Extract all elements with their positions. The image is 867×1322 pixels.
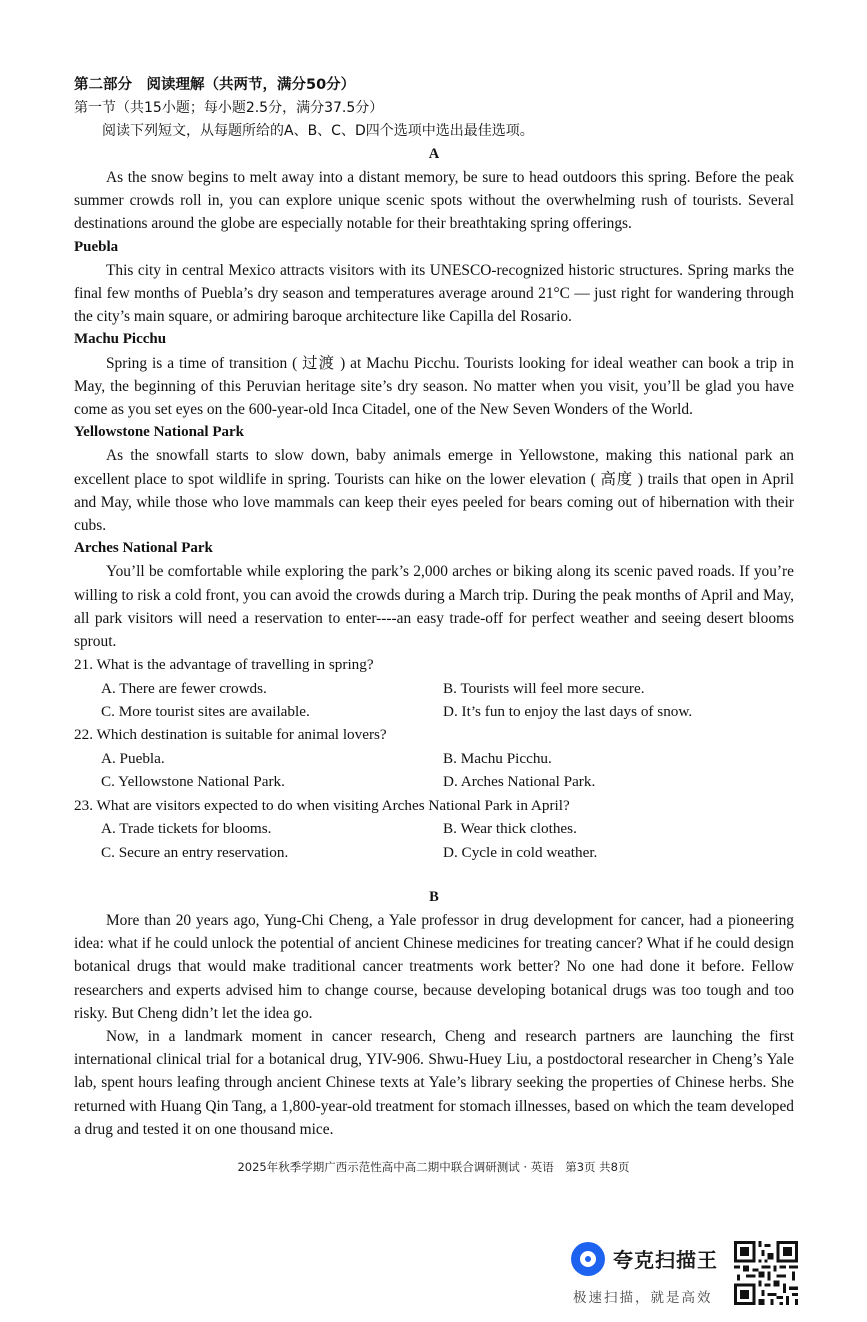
option-d: D. Arches National Park.: [443, 773, 596, 791]
section-title-yellowstone: Yellowstone National Park: [74, 424, 244, 441]
question-stem: 21. What is the advantage of travelling in spring?: [74, 656, 374, 674]
section-title-machu-picchu: Machu Picchu: [74, 331, 167, 348]
question-stem: 23. What are visitors expected to do when visiting Arches National Park in April?: [74, 796, 570, 814]
section-text-yellowstone: As the snowfall starts to slow down, baby animals emerge in Yellowstone, making this national park an excellent place to spot wildlife in spring. Tourists can hike on the lower elevation ( 高度 ) trails that open in April and May, while those who love mammals can keep their eyes peeled for bears coming out of hibernation with their cubs.: [74, 447, 794, 535]
brand-name: 夸克扫描王: [613, 1248, 718, 1272]
passage-b-paragraph-2: Now, in a landmark moment in cancer research, Cheng and research partners are launching the first international clinical trial for a botanical drug, YIV-906. Shwu-Huey Liu, a postdoctoral researcher in Cheng’s Yale lab, spent hours leafing through ancient Chinese texts at Yale’s library seeking the properties of Chinese herbs. She returned with Huang Qin Tang, a 1,800-year-old treatment for stomach illnesses, based on which the team developed a drug and tested it on one thousand mice.: [74, 1027, 794, 1138]
option-b: B. Tourists will feel more secure.: [443, 679, 645, 697]
option-a: A. Trade tickets for blooms.: [101, 820, 272, 838]
brand-slogan: 极速扫描，就是高效: [573, 1290, 713, 1306]
passage-a-letter: A: [428, 146, 440, 162]
scanner-watermark: [567, 1238, 737, 1308]
page-footer: 2025年秋季学期广西示范性高中高二期中联合调研测试 · 英语 第3页 共8页: [237, 1160, 630, 1174]
question-21: [74, 653, 794, 723]
section-title-arches: Arches National Park: [74, 540, 213, 557]
quark-logo-icon: [571, 1242, 605, 1276]
option-a: A. There are fewer crowds.: [101, 679, 267, 697]
option-c: C. More tourist sites are available.: [101, 703, 310, 721]
option-d: D. Cycle in cold weather.: [443, 843, 598, 861]
section-text-machu-picchu: Spring is a time of transition ( 过渡 ) at Machu Picchu. Tourists looking for ideal weather can book a trip in May, the beginning of this Peruvian heritage site’s dry season. No matter when you visit, you’ll be glad you have come as you set eyes on the 600-year-old Inca Citadel, one of the New Seven Wonders of the World.: [74, 354, 794, 419]
option-d: D. It’s fun to enjoy the last days of snow.: [443, 703, 693, 721]
section-heading: 第一节（共15小题；每小题2.5分，满分37.5分）: [74, 100, 384, 116]
question-stem: 22. Which destination is suitable for animal lovers?: [74, 726, 387, 744]
section-text-arches: You’ll be comfortable while exploring the park’s 2,000 arches or biking along its scenic paved roads. If you’re willing to risk a cold front, you can avoid the crowds during a March trip. During the peak months of April and May, all park visitors will need a reservation to enter----an easy trade-off for perfect weather and seeing desert blooms sprout.: [74, 563, 794, 651]
passage-b-letter: B: [429, 888, 439, 905]
passage-a-intro: As the snow begins to melt away into a distant memory, be sure to head outdoors this spring. Before the peak summer crowds roll in, you can explore unique scenic spots without the overwhelming rush of tourists. Several destinations around the globe are especially notable for their breathtaking spring offerings.: [74, 169, 794, 233]
option-c: C. Secure an entry reservation.: [101, 843, 289, 861]
passage-b-paragraph-1: More than 20 years ago, Yung-Chi Cheng, a Yale professor in drug development for cancer, had a pioneering idea: what if he could unlock the potential of ancient Chinese medicines for treating cancer? What if he could design botanical drugs that would make traditional cancer treatments work better? No one had done it before. Fellow researchers and experts advised him to change course, because developing botanical drugs was too tough and too risky. But Cheng didn’t let the idea go.: [74, 911, 794, 1022]
option-b: B. Wear thick clothes.: [443, 820, 577, 838]
option-b: B. Machu Picchu.: [443, 749, 552, 767]
exam-page: [74, 74, 794, 1141]
question-22: [74, 723, 794, 793]
option-c: C. Yellowstone National Park.: [101, 773, 285, 791]
question-23: [74, 794, 794, 864]
instruction: 阅读下列短文，从每题所给的A、B、C、D四个选项中选出最佳选项。: [102, 123, 534, 139]
part-heading: 第二部分 阅读理解（共两节，满分50分）: [74, 77, 356, 93]
section-title-puebla: Puebla: [74, 238, 119, 255]
qr-code-icon: [734, 1241, 798, 1305]
section-text-puebla: This city in central Mexico attracts visitors with its UNESCO-recognized historic structures. Spring marks the final few months of Puebla’s dry season and temperatures average around 21°C — just right for wandering through the city’s main square, or admiring baroque architecture like Capilla del Rosario.: [74, 261, 794, 326]
option-a: A. Puebla.: [101, 749, 165, 767]
